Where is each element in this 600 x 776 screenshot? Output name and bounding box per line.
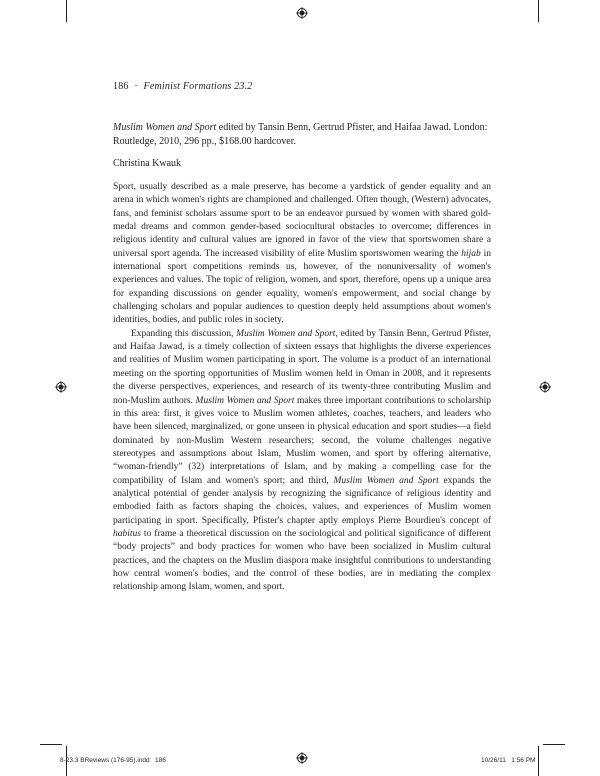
running-header bbox=[113, 81, 253, 92]
journal-title: Feminist Formations 23.2 bbox=[143, 81, 253, 92]
registration-mark-bottom-icon bbox=[296, 752, 308, 764]
text-run: expands the analytical potential of gender analysis by recognizing the significance of religious identity and embodied faith as factors shaping the choices, values, and experiences of Muslim women participating in sport. Specifically, Pfister's chapter aptly employs Pierre Bourdieu's concept of bbox=[113, 475, 491, 526]
text-run: Sport, usually described as a male preserve, has become a yardstick of gender equality and an arena in which women's rights are championed and challenged. Often though, (Western) advocates, fans, and feminist scholars assume sport to be an endeavor pursued by women with shared gold-medal dreams and common gender-based sociocultural obstacles to overcome; differences in religious identity and cultural values are ignored in favor of the view that sportswomen share a universal sport agenda. The increased visibility of elite Muslim sportswomen wearing the bbox=[113, 182, 491, 259]
registration-mark-right-icon bbox=[539, 381, 551, 393]
italic-text-run: hijab bbox=[461, 248, 481, 259]
registration-mark-left-icon bbox=[55, 381, 67, 393]
review-paragraph-1 bbox=[113, 181, 491, 328]
text-run: makes three important contributions to scholarship in this area: first, it gives voice to Muslim women athletes, coaches, teachers, and leaders who have been silenced, marginalized, or gone unseen in physical education and sport studies—a field dominated by non-Muslim Western researchers; second, the volume challenges negative stereotypes and assumptions about Islam, Muslim women, and sport by offering alternative, “woman-friendly” (32) interpretations of Islam, and by making a compelling case for the compatibility of Islam and women's sport; and third, bbox=[113, 395, 491, 486]
italic-text-run: Muslim Women and Sport bbox=[195, 395, 295, 406]
review-body bbox=[113, 181, 491, 595]
crop-mark-bottom-left-horizontal bbox=[40, 744, 62, 745]
text-run: , edited by Tansin Benn, Gertrud Pfister, and Haifaa Jawad, is a timely collection of sixteen essays that highlights the diverse experiences and realities of Muslim women participating in sport. The volume is a product of an international meeting on the sporting opportunities of Muslim women held in Oman in 2008, and it represents the diverse perspectives, experiences, and research of its twenty-three contributing Muslim and non-Muslim authors. bbox=[113, 328, 491, 406]
text-run: to frame a theoretical discussion on the sociological and political significance of different “body projects” and body practices for women who have been socialized in Muslim cultural practices, and the chapters on the Muslim diaspora make insightful contributions to understanding how central women's bodies, and the control of these bodies, are in mediating the complex relationship among Islam, women, and sport. bbox=[113, 528, 491, 593]
text-run: Expanding this discussion, bbox=[131, 328, 237, 339]
crop-mark-bottom-right-horizontal bbox=[543, 744, 565, 745]
slug-file-info: 8-23.3 BReviews (176-95).indd 186 bbox=[60, 757, 166, 764]
book-citation bbox=[113, 121, 491, 148]
italic-text-run: Muslim Women and Sport bbox=[333, 475, 439, 486]
crop-mark-top-right bbox=[538, 0, 539, 22]
review-paragraph-2 bbox=[113, 328, 491, 595]
registration-mark-top-icon bbox=[296, 7, 308, 19]
italic-text-run: habitus bbox=[113, 528, 141, 539]
book-details: edited by Tansin Benn, Gertrud Pfister, and Haifaa Jawad. London: Routledge, 2010, 296 pp., $168.00 hardcover. bbox=[113, 122, 488, 147]
italic-text-run: Muslim Women and Sport bbox=[236, 328, 336, 339]
slug-timestamp: 10/26/11 1:56 PM bbox=[481, 757, 536, 764]
header-separator: · bbox=[134, 81, 138, 92]
text-run: in international sport competitions reminds us, however, of the nonuniversality of women's experiences and values. The topic of religion, women, and sport, therefore, opens up a unique area for expanding discussions on gender equality, women's empowerment, and social change by challenging scholars and popular audiences to question deeply held assumptions about women's identities, bodies, and public roles in society. bbox=[113, 248, 492, 326]
book-title: Muslim Women and Sport bbox=[113, 122, 217, 133]
crop-mark-bottom-right bbox=[538, 746, 539, 776]
reviewer-name: Christina Kwauk bbox=[113, 158, 182, 169]
page-number: 186 bbox=[113, 81, 129, 92]
crop-mark-top-left bbox=[66, 0, 67, 22]
